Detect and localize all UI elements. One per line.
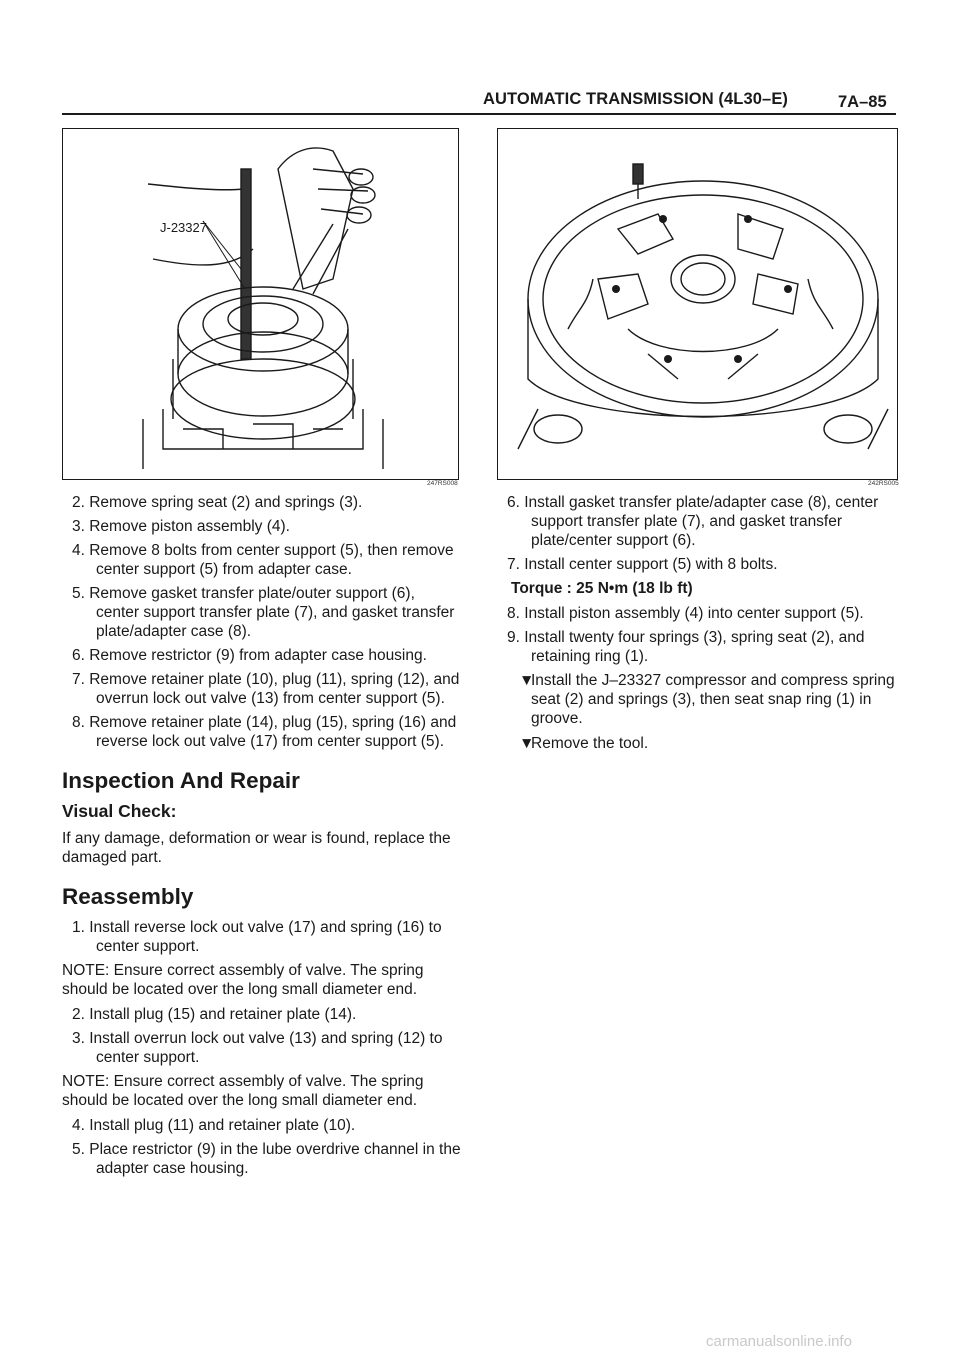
torque-spec: Torque : 25 N•m (18 lb ft) — [511, 580, 693, 597]
figure-code-right: 242RS005 — [868, 480, 899, 487]
header-rule — [62, 113, 896, 115]
removal-step-7: 7. Remove retainer plate (10), plug (11), spring (12), and overrun lock out valve (13) from center support (5). — [72, 671, 460, 707]
reassembly-step-8: 8. Install piston assembly (4) into center support (5). — [507, 605, 864, 622]
page-number: 7A–85 — [838, 93, 887, 111]
removal-steps — [62, 493, 462, 751]
note-1: NOTE: Ensure correct assembly of valve. The spring should be located over the long small diameter end. — [62, 962, 424, 998]
reassembly-step-6: 6. Install gasket transfer plate/adapter case (8), center support transfer plate (7), and gasket transfer plate/center support (6). — [507, 494, 879, 549]
reassembly-step-5: 5. Place restrictor (9) in the lube overdrive channel in the adapter case housing. — [72, 1141, 461, 1177]
center-support-illustration — [498, 129, 897, 479]
removal-step-3: 3. Remove piston assembly (4). — [72, 518, 290, 535]
figure-center-support — [497, 128, 898, 480]
visual-check-heading: Visual Check: — [62, 801, 177, 821]
header-title: AUTOMATIC TRANSMISSION (4L30–E) — [483, 90, 789, 108]
bullet-triangle-icon: ▼ — [519, 735, 535, 752]
bullet-triangle-icon: ▼ — [519, 672, 535, 689]
left-column — [62, 493, 462, 1183]
figure-compressor-tool — [62, 128, 459, 480]
reassembly-step-7: 7. Install center support (5) with 8 bolts. — [507, 556, 778, 573]
reassembly-step-2: 2. Install plug (15) and retainer plate (14). — [72, 1006, 357, 1023]
inspection-heading: Inspection And Repair — [62, 768, 300, 793]
callout-j23327: J-23327 — [160, 220, 207, 235]
removal-step-6: 6. Remove restrictor (9) from adapter case housing. — [72, 647, 427, 664]
reassembly-heading: Reassembly — [62, 884, 194, 909]
watermark: carmanualsonline.info — [706, 1333, 852, 1350]
bullet-install-tool — [497, 671, 897, 728]
removal-step-5: 5. Remove gasket transfer plate/outer support (6), center support transfer plate (7), and gasket transfer plate/adapter case (8). — [72, 585, 455, 640]
visual-check-text: If any damage, deformation or wear is found, replace the damaged part. — [62, 830, 451, 866]
reassembly-step-4: 4. Install plug (11) and retainer plate (10). — [72, 1117, 356, 1134]
removal-step-8: 8. Remove retainer plate (14), plug (15), spring (16) and reverse lock out valve (17) from center support (5). — [72, 714, 457, 750]
bullet-install-tool-text: Install the J–23327 compressor and compress spring seat (2) and springs (3), then seat snap ring (1) in groove. — [531, 672, 895, 727]
note-2: NOTE: Ensure correct assembly of valve. The spring should be located over the long small diameter end. — [62, 1073, 424, 1109]
bullet-remove-tool-text: Remove the tool. — [531, 735, 649, 752]
bullet-remove-tool — [497, 734, 897, 753]
reassembly-step-9: 9. Install twenty four springs (3), spring seat (2), and retaining ring (1). — [507, 629, 865, 665]
removal-step-2: 2. Remove spring seat (2) and springs (3). — [72, 494, 363, 511]
figure-code-left: 247RS008 — [427, 480, 458, 487]
compressor-illustration — [63, 129, 458, 479]
removal-step-4: 4. Remove 8 bolts from center support (5), then remove center support (5) from adapter case. — [72, 542, 454, 578]
reassembly-step-1: 1. Install reverse lock out valve (17) and spring (16) to center support. — [72, 919, 442, 955]
reassembly-step-3: 3. Install overrun lock out valve (13) and spring (12) to center support. — [72, 1030, 443, 1066]
right-column — [497, 493, 897, 759]
